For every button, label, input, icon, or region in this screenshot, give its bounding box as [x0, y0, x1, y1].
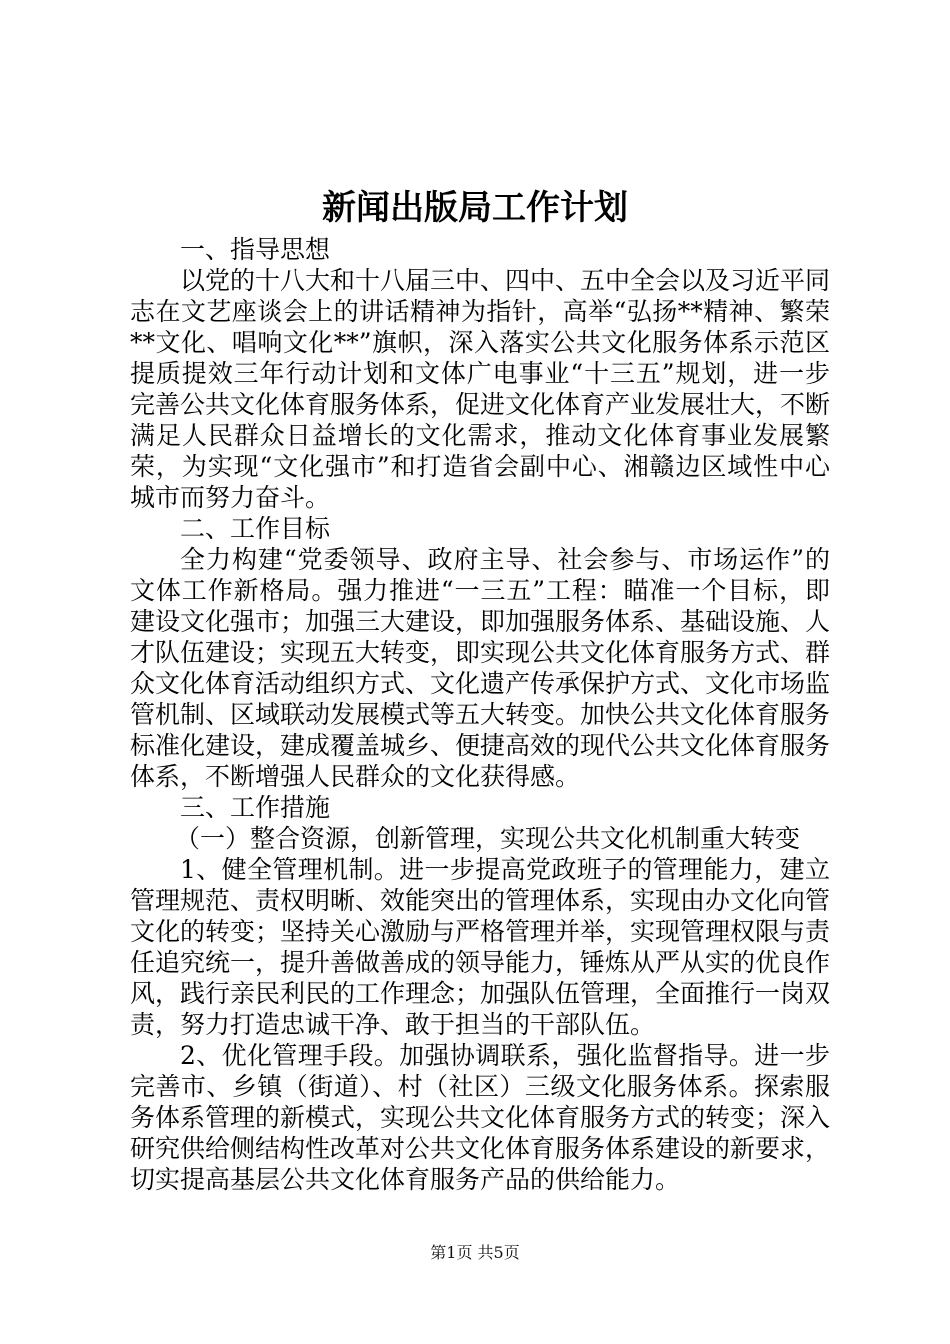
paragraph: 1、健全管理机制。进一步提高党政班子的管理能力，建立管理规范、责权明晰、效能突出的管理体系，实现由办文化向管文化的转变；坚持关心激励与严格管理并举，实现管理权限与责任追究统一，提升善做善成的领导能力，锤炼从严从实的优良作风，践行亲民利民的工作理念；加强队伍管理，全面推行一岗双责，努力打造忠诚干净、敢于担当的干部队伍。 [130, 855, 831, 1039]
section-heading: 三、工作措施 [180, 793, 331, 822]
paragraph: 全力构建“党委领导、政府主导、社会参与、市场运作”的文体工作新格局。强力推进“一三五”工程：瞄准一个目标，即建设文化强市；加强三大建设，即加强服务体系、基础设施、人才队伍建设；实现五大转变，即实现公共文化体育服务方式、群众文化体育活动组织方式、文化遗产传承保护方式、文化市场监管机制、区域联动发展模式等五大转变。加快公共文化体育服务标准化建设，建成覆盖城乡、便捷高效的现代公共文化体育服务体系，不断增强人民群众的文化获得感。 [130, 545, 831, 791]
section-subheading: （一）整合资源，创新管理，实现公共文化机制重大转变 [175, 824, 801, 853]
paragraph: 2、优化管理手段。加强协调联系，强化监督指导。进一步完善市、乡镇（街道）、村（社区）三级文化服务体系。探索服务体系管理的新模式，实现公共文化体育服务方式的转变；深入研究供给侧结构性改革对公共文化体育服务体系建设的新要求，切实提高基层公共文化体育服务产品的供给能力。 [130, 1041, 831, 1194]
document-body [130, 234, 830, 1195]
section-heading: 一、指导思想 [180, 235, 331, 264]
document-title: 新闻出版局工作计划 [322, 188, 628, 228]
page-number-footer: 第1页 共5页 [430, 1243, 520, 1262]
paragraph: 以党的十八大和十八届三中、四中、五中全会以及习近平同志在文艺座谈会上的讲话精神为指针，高举“弘扬**精神、繁荣**文化、唱响文化**”旗帜，深入落实公共文化服务体系示范区提质提效三年行动计划和文体广电事业“十三五”规划，进一步完善公共文化体育服务体系，促进文化体育产业发展壮大，不断满足人民群众日益增长的文化需求，推动文化体育事业发展繁荣，为实现“文化强市”和打造省会副中心、湘赣边区域性中心城市而努力奋斗。 [130, 266, 831, 512]
section-heading: 二、工作目标 [180, 514, 331, 543]
